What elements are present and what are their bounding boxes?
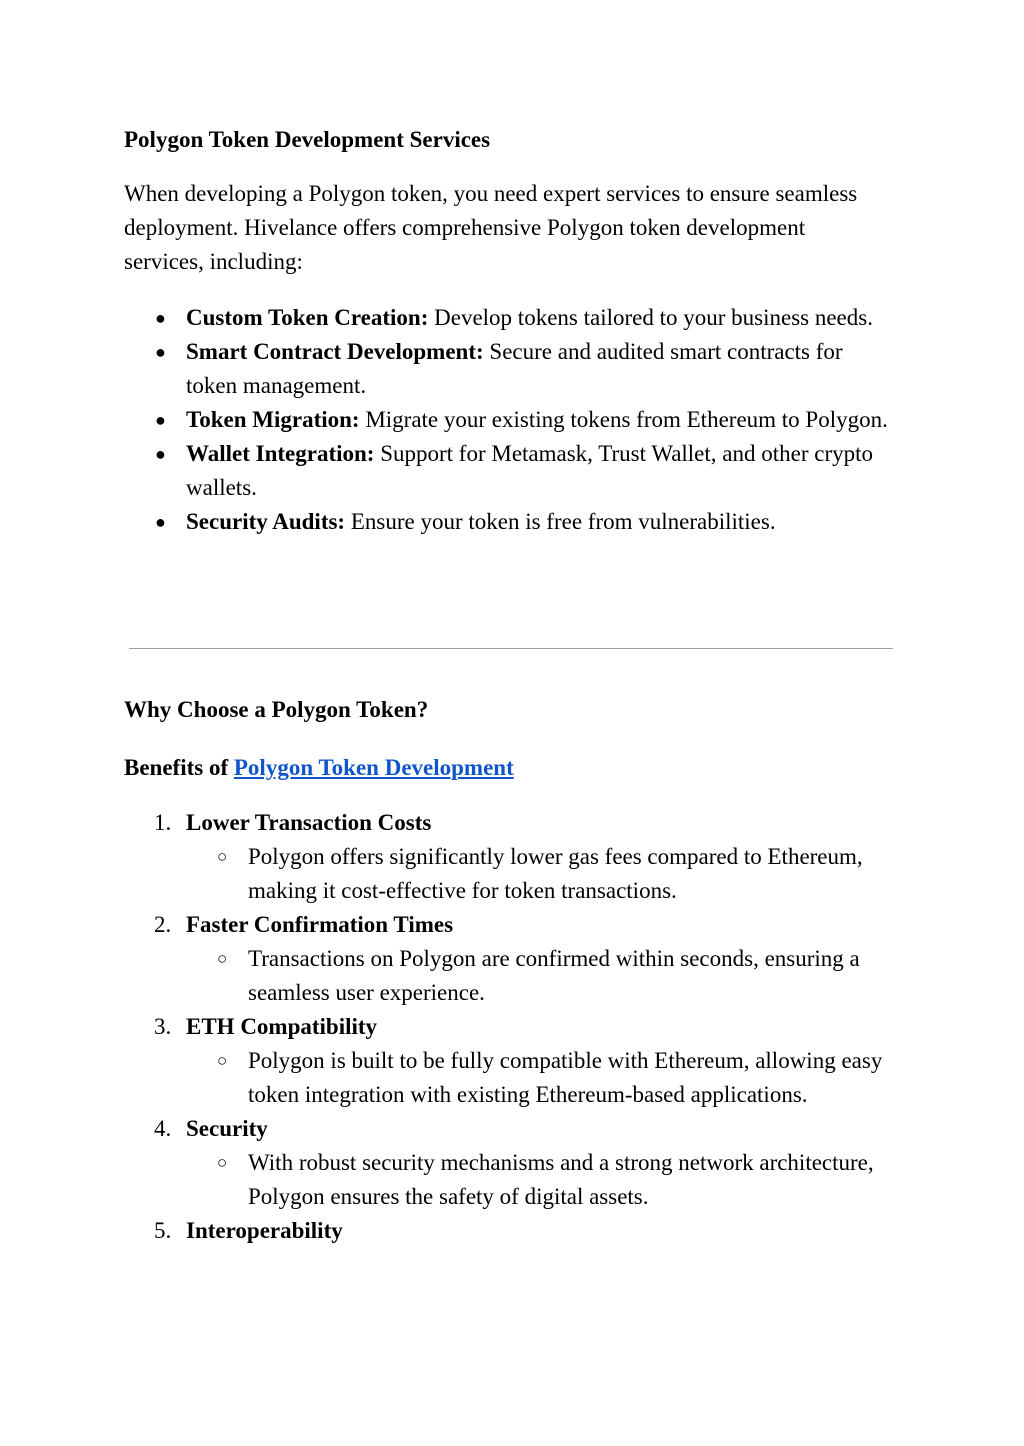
list-item xyxy=(124,908,894,1010)
sub-list-item xyxy=(186,840,894,908)
benefit-title: ETH Compatibility xyxy=(186,1014,378,1039)
list-item xyxy=(124,1112,894,1214)
item-label: Wallet Integration: xyxy=(186,441,375,466)
benefit-title: Faster Confirmation Times xyxy=(186,912,454,937)
circle-bullet-icon: ○ xyxy=(217,1153,228,1172)
section-heading-services: Polygon Token Development Services xyxy=(124,127,491,152)
sub-list-item xyxy=(186,1044,894,1112)
circle-bullet-icon: ○ xyxy=(217,847,228,866)
benefit-title: Interoperability xyxy=(186,1218,343,1243)
item-number: 1. xyxy=(154,810,172,835)
list-item xyxy=(124,1010,894,1112)
sub-list xyxy=(186,840,894,908)
benefit-title: Lower Transaction Costs xyxy=(186,810,432,835)
bullet-icon: ● xyxy=(155,410,166,430)
bullet-icon: ● xyxy=(155,308,166,328)
item-text: Ensure your token is free from vulnerabilities. xyxy=(345,509,776,534)
item-label: Token Migration: xyxy=(186,407,360,432)
sub-list-item xyxy=(186,1146,894,1214)
benefits-prefix: Benefits of xyxy=(124,755,234,780)
benefits-list xyxy=(124,806,894,1248)
benefit-detail: Transactions on Polygon are confirmed within seconds, ensuring a seamless user experience. xyxy=(248,946,860,1005)
sub-list xyxy=(186,1044,894,1112)
item-number: 5. xyxy=(154,1218,172,1243)
benefit-detail: With robust security mechanisms and a strong network architecture, Polygon ensures the safety of digital assets. xyxy=(248,1150,874,1209)
item-text: Migrate your existing tokens from Ethereum to Polygon. xyxy=(359,407,888,432)
benefit-title: Security xyxy=(186,1116,268,1141)
bullet-icon: ● xyxy=(155,342,166,362)
list-item xyxy=(124,505,894,539)
item-text: Support for Metamask, Trust Wallet, and other crypto wallets. xyxy=(186,441,874,500)
benefits-heading xyxy=(124,751,514,785)
list-item xyxy=(124,806,894,908)
item-number: 3. xyxy=(154,1014,172,1039)
list-item xyxy=(124,403,894,437)
list-item xyxy=(124,335,894,403)
item-number: 4. xyxy=(154,1116,172,1141)
item-number: 2. xyxy=(154,912,172,937)
list-item xyxy=(124,301,894,335)
item-label: Custom Token Creation: xyxy=(186,305,429,330)
benefit-detail: Polygon offers significantly lower gas fees compared to Ethereum, making it cost-effective for token transactions. xyxy=(248,844,863,903)
item-label: Security Audits: xyxy=(186,509,346,534)
polygon-token-development-link[interactable]: Polygon Token Development xyxy=(233,755,514,780)
bullet-icon: ● xyxy=(155,512,166,532)
benefit-detail: Polygon is built to be fully compatible with Ethereum, allowing easy token integration with existing Ethereum-based applications. xyxy=(248,1048,883,1107)
bullet-icon: ● xyxy=(155,444,166,464)
circle-bullet-icon: ○ xyxy=(217,1051,228,1070)
section-heading-why: Why Choose a Polygon Token? xyxy=(124,697,429,722)
intro-paragraph: When developing a Polygon token, you need expert services to ensure seamless deployment. Hivelance offers comprehensive Polygon token development services, including: xyxy=(124,181,858,274)
sub-list xyxy=(186,1146,894,1214)
item-text: Secure and audited smart contracts for token management. xyxy=(186,339,843,398)
horizontal-divider xyxy=(129,648,893,649)
item-text: Develop tokens tailored to your business needs. xyxy=(428,305,873,330)
sub-list xyxy=(186,942,894,1010)
list-item xyxy=(124,437,894,505)
sub-list-item xyxy=(186,942,894,1010)
circle-bullet-icon: ○ xyxy=(217,949,228,968)
services-list xyxy=(124,301,894,539)
list-item xyxy=(124,1214,894,1248)
item-label: Smart Contract Development: xyxy=(186,339,484,364)
